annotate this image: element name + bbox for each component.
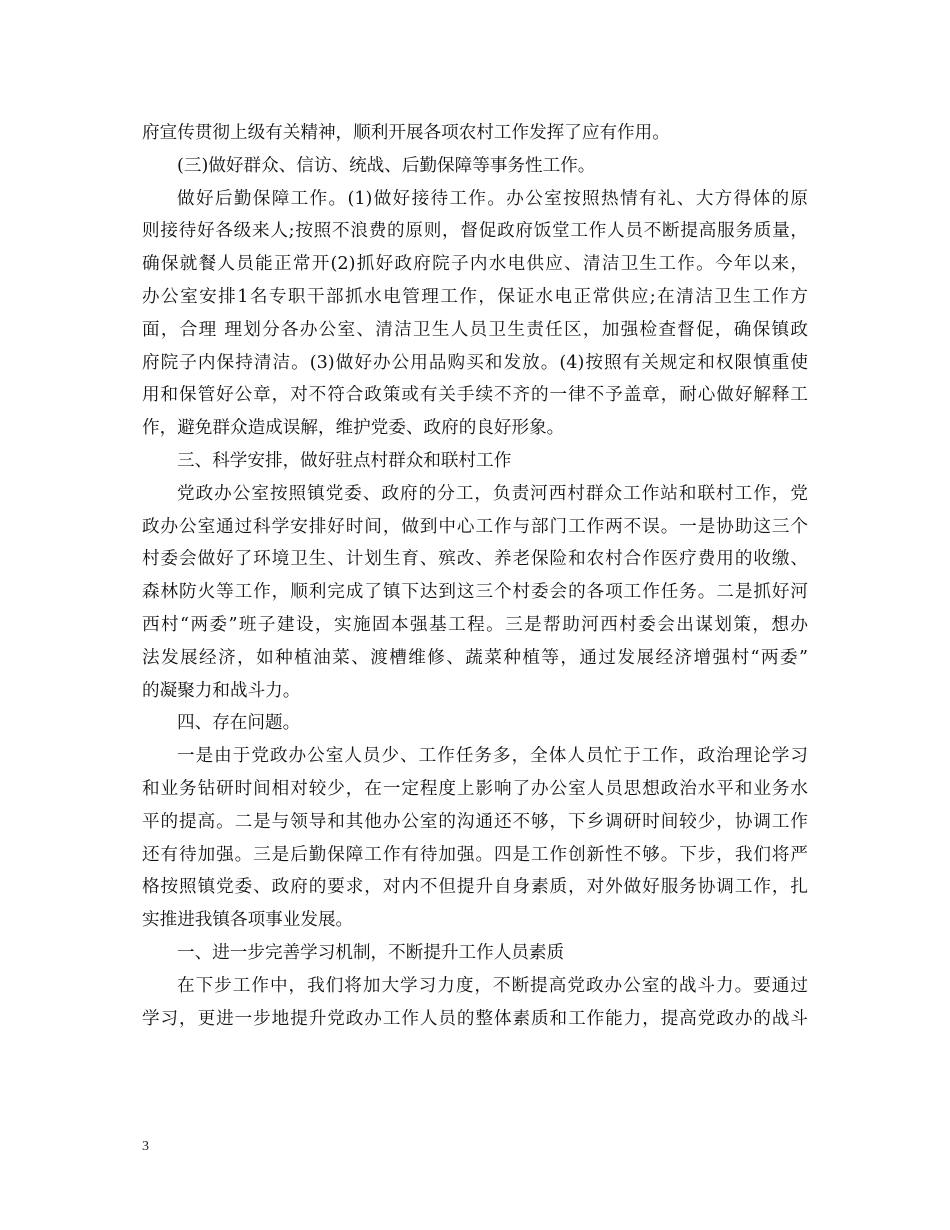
text-line: 和业务钻研时间相对较少，在一定程度上影响了办公室人员思想政治水平和业务水	[142, 778, 808, 799]
text-line: 府院子内保持清洁。(3)做好办公用品购买和发放。(4)按照有关规定和权限慎重使	[142, 352, 808, 373]
text-line: 确保就餐人员能正常开(2)抓好政府院子内水电供应、清洁卫生工作。今年以来，	[142, 254, 808, 275]
text-line: 四、存在问题。	[177, 713, 301, 734]
text-line: 作，避免群众造成误解，维护党委、政府的良好形象。	[142, 418, 565, 439]
text-line: 平的提高。二是与领导和其他办公室的沟通还不够，下乡调研时间较少，协调工作	[142, 811, 808, 832]
text-line: 法发展经济，如种植油菜、渡槽维修、蔬菜种植等，通过发展经济增强村“两委”	[142, 647, 808, 668]
text-line: (三)做好群众、信访、统战、后勤保障等事务性工作。	[177, 155, 596, 176]
text-line: 党政办公室按照镇党委、政府的分工，负责河西村群众工作站和联村工作，党	[177, 483, 808, 504]
text-line: 一是由于党政办公室人员少、工作任务多，全体人员忙于工作，政治理论学习	[177, 746, 808, 767]
text-line: 三、科学安排，做好驻点村群众和联村工作	[177, 450, 512, 471]
text-line: 还有待加强。三是后勤保障工作有待加强。四是工作创新性不够。下步，我们将严	[142, 844, 808, 865]
text-line: 面，合理 理划分各办公室、清洁卫生人员卫生责任区，加强检查督促，确保镇政	[142, 319, 808, 340]
text-line: 办公室安排1名专职干部抓水电管理工作，保证水电正常供应;在清洁卫生工作方	[142, 286, 808, 307]
text-line: 西村“两委”班子建设，实施固本强基工程。三是帮助河西村委会出谋划策，想办	[142, 614, 808, 635]
document-body	[142, 117, 808, 1035]
text-line: 一、进一步完善学习机制，不断提升工作人员素质	[177, 942, 565, 963]
text-line: 实推进我镇各项事业发展。	[142, 910, 354, 931]
text-line: 的凝聚力和战斗力。	[142, 680, 301, 701]
text-line: 在下步工作中，我们将加大学习力度，不断提高党政办公室的战斗力。要通过	[177, 975, 808, 996]
text-line: 格按照镇党委、政府的要求，对内不但提升自身素质，对外做好服务协调工作，扎	[142, 877, 808, 898]
text-line: 学习，更进一步地提升党政办工作人员的整体素质和工作能力，提高党政办的战斗	[142, 1008, 808, 1029]
text-line: 用和保管好公章，对不符合政策或有关手续不齐的一律不予盖章，耐心做好解释工	[142, 385, 808, 406]
text-line: 府宣传贯彻上级有关精神，顺利开展各项农村工作发挥了应有作用。	[142, 123, 670, 143]
text-line: 森林防火等工作，顺利完成了镇下达到这三个村委会的各项工作任务。二是抓好河	[142, 582, 808, 603]
text-line: 做好后勤保障工作。(1)做好接待工作。办公室按照热情有礼、大方得体的原	[177, 188, 808, 209]
page-number: 3	[142, 1139, 149, 1154]
text-line: 村委会做好了环境卫生、计划生育、殡改、养老保险和农村合作医疗费用的收缴、	[142, 549, 808, 570]
text-line: 政办公室通过科学安排好时间，做到中心工作与部门工作两不误。一是协助这三个	[142, 516, 808, 537]
text-line: 则接待好各级来人;按照不浪费的原则，督促政府饭堂工作人员不断提高服务质量，	[142, 221, 808, 242]
